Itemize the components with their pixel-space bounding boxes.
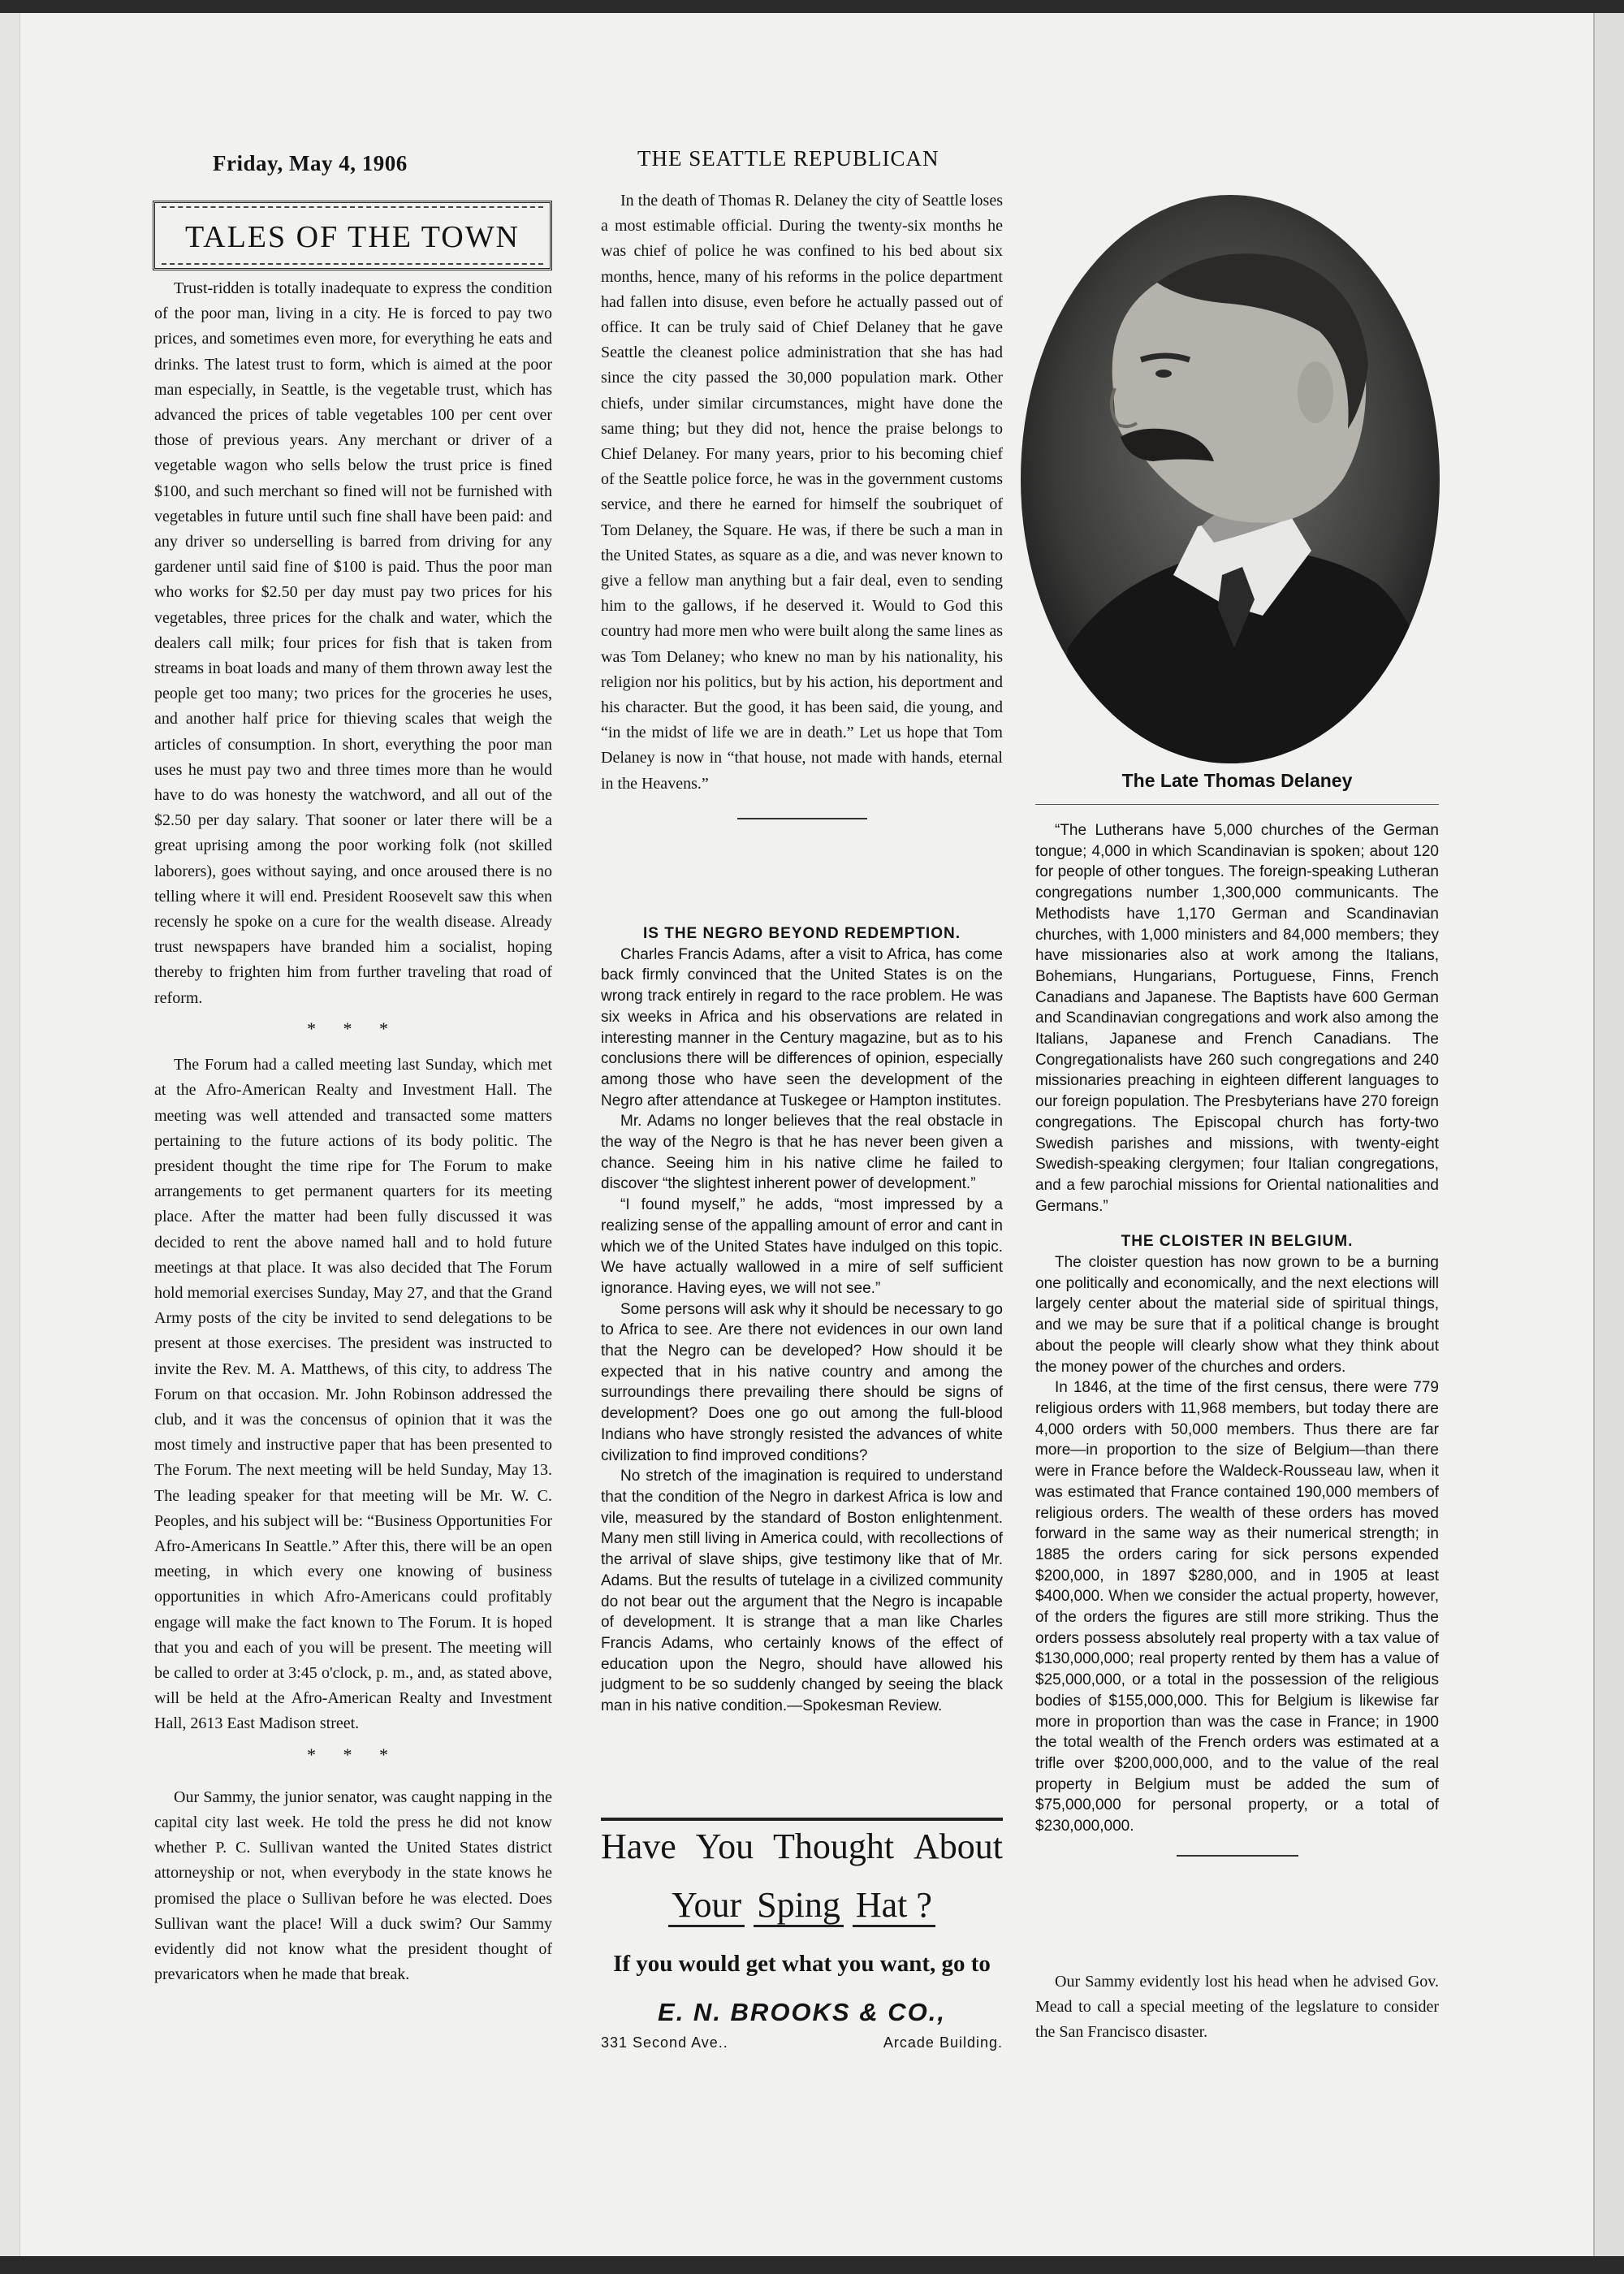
page-fold — [0, 13, 20, 2256]
ad-word: You — [695, 1827, 754, 1866]
middle-column-negro-article — [601, 923, 1003, 1717]
negro-article-paragraph: “I found myself,” he adds, “most impressed by a realizing sense of the appalling amount of error and cant in which we of the United States have indulged on this topic. We have actually wallowed in a mire of self sufficient ignorance. Having eyes, we will not see.” — [601, 1196, 1003, 1297]
ad-word: Your — [668, 1885, 745, 1927]
right-column-bottom — [1035, 1969, 1439, 2045]
ad-address-building: Arcade Building. — [883, 2034, 1003, 2051]
ad-word: Sping — [754, 1885, 844, 1927]
paper-title: THE SEATTLE REPUBLICAN — [637, 146, 939, 171]
negro-article-paragraph: No stretch of the imagination is required to understand that the condition of the Negro in darkest Africa is low and vile, measured by the standard of Boston enlightenment. Many men still living in America could, with recollections of the arrival of slave ships, give testimony like that of Mr. Adams. But the results of tutelage in a civilized community do not bear out the argument that the Negro is incapable of development. It is strange that a man like Charles Francis Adams, who certainly knows of the effect of education upon the Negro, should have allowed his judgment to be so suddenly changed by seeing the black man in his native condition.—Spokesman Review. — [601, 1468, 1003, 1715]
our-sammy-article: Our Sammy, the junior senator, was caught napping in the capital city last week. He told the press he did not know whether P. C. Sullivan wanted the United States district attorneyship or not, when everybody in the state knows he promised the place o Sullivan before he was elected. Does Sullivan want the place! Will a duck swim? Our Sammy evidently did not know what the president thought of prevaricators when he made that break. — [154, 1788, 552, 1984]
ad-word: Thought — [773, 1827, 895, 1866]
lutheran-article: “The Lutherans have 5,000 churches of the German tongue; 4,000 in which Scandinavian is spoken; about 120 for people of other tongues. The foreign-speaking Lutheran congregations number 1,300,000 communicants. The Methodists have 1,170 German and Scandinavian churches, with 1,000 ministers and 84,000 members; they have missionaries also at work among the Italians, Bohemians, Hungarians, Portuguese, Finns, French Canadians and Japanese. The Baptists have 600 German and Scandinavian congregations and work also among the Italians, Japanese and French Canadians. The Congregationalists have 260 such congregations and 240 missionaries preaching in eighteen different languages to our foreign population. The Presbyterians have 270 foreign congregations. The Episcopal church has forty-two Swedish parishes and missions, with twenty-eight Swedish-speaking clergymen; four Italian congregations, and a few parochial missions for Oriental nationalities and Germans.” — [1035, 822, 1439, 1215]
delaney-obituary-article: In the death of Thomas R. Delaney the city of Seattle loses a most estimable official. During the twenty-six months he was chief of police he was confined to his bed about six months, hence, many of his reforms in the police department had fallen into disuse, even before he actually passed out of office. It can be truly said of Chief Delaney that he gave Seattle the cleanest police administration that she has had since the city passed the 30,000 population mark. Other chiefs, under similar circumstances, might have done the same thing; but they did not, hence the praise belongs to Chief Delaney. For many years, prior to his becoming chief of the Seattle police force, he was in the government customs service, and there he earned for himself the soubriquet of Tom Delaney, the Square. He was, if there be such a man in the United States, as square as a die, and was never known to give a fellow man anything but a fair deal, even to sending him to the gallows, if he deserved it. Would to God this country had more men who were built along the same lines as was Tom Delaney; who knew no man by his nationality, his religion nor his politics, but by his action, his deportment and his character. But the good, it has been said, die young, and “in the midst of life we are in death.” Let us hope that Tom Delaney is now in “that house, not made with hands, eternal in the Heavens.” — [601, 192, 1003, 793]
cloister-paragraph: In 1846, at the time of the first census, there were 779 religious orders with 11,968 members, but today there are 4,000 orders with 50,000 members. Thus there are far more—in proportion to the size of Belgium—than there were in France before the Waldeck-Rousseau law, when it was estimated that France contained 190,000 members of religious orders. The wealth of these orders has moved forward in the same way as their numerical strength; in 1885 the orders caring for sick persons expended $200,000, in 1897 $280,000, and in 1905 at least $400,000. When we consider the actual property, however, of the orders the figures are still more striking. Thus the orders possess absolutely real property with a tax value of $130,000,000; real property rented by them has a value of $25,000,000, or a total in the possession of the religious bodies of $155,000,000. This for Belgium is likewise far more in proportion than was the case in France; in 1900 the total wealth of the French orders was estimated at a trifle over $200,000,000, and to the value of the real property in Belgium must be added the sum of $75,000,000 for personal property, or a total of $230,000,000. — [1035, 1379, 1439, 1835]
vegetable-trust-article: Trust-ridden is totally inadequate to express the condition of the poor man, living in a city. He is forced to pay two prices, and sometimes even more, for everything he eats and drinks. The latest trust to form, which is aimed at the poor man especially, in Seattle, is the vegetable trust, which has advanced the prices of table vegetables 100 per cent over those of previous years. Any merchant or driver of a vegetable wagon who sells below the trust price is fined $100, and such merchant so fined will not be furnished with vegetables in future until such fine shall have been paid: and any driver so underselling is barred from driving for any gardener until said fine of $100 is paid. Thus the poor man who works for $2.50 per day must pay two prices for his vegetables, three prices for the chalk and water, which the dealers call milk; four prices for fish that is taken from streams in boat loads and many of them thrown away lest the people get too many; two prices for the groceries he uses, and another half price for thieving scales that weigh the articles of consumption. In short, everything the poor man uses he must pay two and three times more than he would have to do was honesty the watchword, and all out of the $2.50 per day salary. That sooner or later there will be a great uprising among the poor working folk (not skilled laborers), goes without saying, and once aroused there is no telling where it will end. President Roosevelt saw this when recensly he spoke on a cure for the wealth disease. Already trust newspapers have branded him a socialist, hoping thereby to frighten him from further traveling that road of reform. — [154, 279, 552, 1007]
ad-word: About — [914, 1827, 1003, 1866]
tales-of-the-town-heading-box — [153, 201, 552, 270]
middle-column-top — [601, 188, 1003, 841]
section-separator: * * * — [307, 1018, 400, 1039]
left-column — [154, 276, 552, 1987]
right-column — [1035, 820, 1439, 1857]
ad-word: Hat ? — [853, 1885, 935, 1927]
negro-article-heading: IS THE NEGRO BEYOND REDEMPTION. — [643, 925, 961, 942]
caption-rule — [1035, 804, 1439, 805]
scan-border-bottom — [0, 2256, 1624, 2274]
our-sammy-short-article: Our Sammy evidently lost his head when he advised Gov. Mead to call a special meeting of the legslature to consider the San Francisco disaster. — [1035, 1973, 1439, 2041]
page-edge — [1593, 13, 1624, 2256]
decorative-border-bottom — [162, 257, 543, 265]
negro-article-paragraph: Some persons will ask why it should be necessary to go to Africa to see. Are there not evidences in our own land that the Negro can be developed? How should it be expected that in his native country and among the surroundings there prevailing there should be signs of development? Does one go out among the full-blood Indians who have strongly resisted the advances of white civilization to find improved conditions? — [601, 1300, 1003, 1464]
issue-date: Friday, May 4, 1906 — [213, 151, 408, 175]
negro-article-paragraph: Mr. Adams no longer believes that the real obstacle in the way of the Negro is that he has never been given a chance. Seeing him in his native clime he failed to discover “the slightest inherent power of development.” — [601, 1113, 1003, 1193]
forum-meeting-article: The Forum had a called meeting last Sunday, which met at the Afro-American Realty and Investment Hall. The meeting was well attended and transacted some matters pertaining to the future actions of its body politic. The president thought the time ripe for The Forum to make arrangements to get permanent quarters for its meeting place. After the matter had been fully discussed it was decided to rent the above named hall and to hold future meetings at that place. It was also decided that The Forum hold memorial exercises Sunday, May 27, and that the Grand Army posts of the city be invited to send delegations to be present at those exercises. The president was instructed to invite the Rev. M. A. Matthews, of this city, to address The Forum on that occasion. Mr. John Robinson addressed the club, and it was the concensus of opinion that it was the most timely and instructive paper that has been presented to The Forum. The next meeting will be held Sunday, May 13. The leading speaker for that meeting will be Mr. W. C. Peoples, and his subject will be: “Business Opportunities For Afro-Americans In Seattle.” After this, there will be an open meeting, in which every one knowing of business opportunities in which Afro-Americans could profitably engage will make the fact known to The Forum. It is hoped that you and each of you will be present. The meeting will be called to order at 3:45 o'clock, p. m., and, as stated above, will be held at the Afro-American Realty and Investment Hall, 2613 East Madison street. — [154, 1056, 552, 1733]
section-separator: * * * — [307, 1744, 400, 1765]
article-divider — [1177, 1855, 1298, 1857]
ad-top-rule — [601, 1818, 1003, 1821]
portrait-caption: The Late Thomas Delaney — [1121, 770, 1353, 791]
ad-business-name: E. N. BROOKS & CO., — [658, 1998, 946, 2026]
article-divider — [737, 818, 867, 819]
delaney-portrait — [1019, 193, 1441, 766]
cloister-heading: THE CLOISTER IN BELGIUM. — [1121, 1233, 1354, 1251]
portrait-illustration — [1019, 193, 1441, 766]
ad-word: Have — [601, 1827, 676, 1866]
ad-headline — [601, 1826, 1003, 1867]
cloister-paragraph: The cloister question has now grown to be a burning one politically and economically, and the next elections will largely center about the material side of spiritual things, and we may be sure that if a political change is brought about the people will clearly show what they think about the money power of the churches and orders. — [1035, 1254, 1439, 1376]
decorative-border-top — [162, 206, 543, 214]
ad-subheadline — [601, 1884, 1003, 1926]
ad-address-street: 331 Second Ave.. — [601, 2034, 728, 2051]
scan-border-top — [0, 0, 1624, 13]
tales-of-the-town-heading: TALES OF THE TOWN — [184, 220, 520, 254]
negro-article-paragraph: Charles Francis Adams, after a visit to Africa, has come back firmly convinced that the United States is on the wrong track entirely in regard to the race problem. He was six weeks in Africa and his observations are related in interesting manner in the Century magazine, but as to his conclusions there will be differences of opinion, especially among those who have seen the development of the Negro after attendance at Tuskegee or Hampton institutes. — [601, 945, 1003, 1109]
ad-address — [601, 2034, 1003, 2051]
ad-tagline: If you would get what you want, go to — [613, 1951, 991, 1977]
